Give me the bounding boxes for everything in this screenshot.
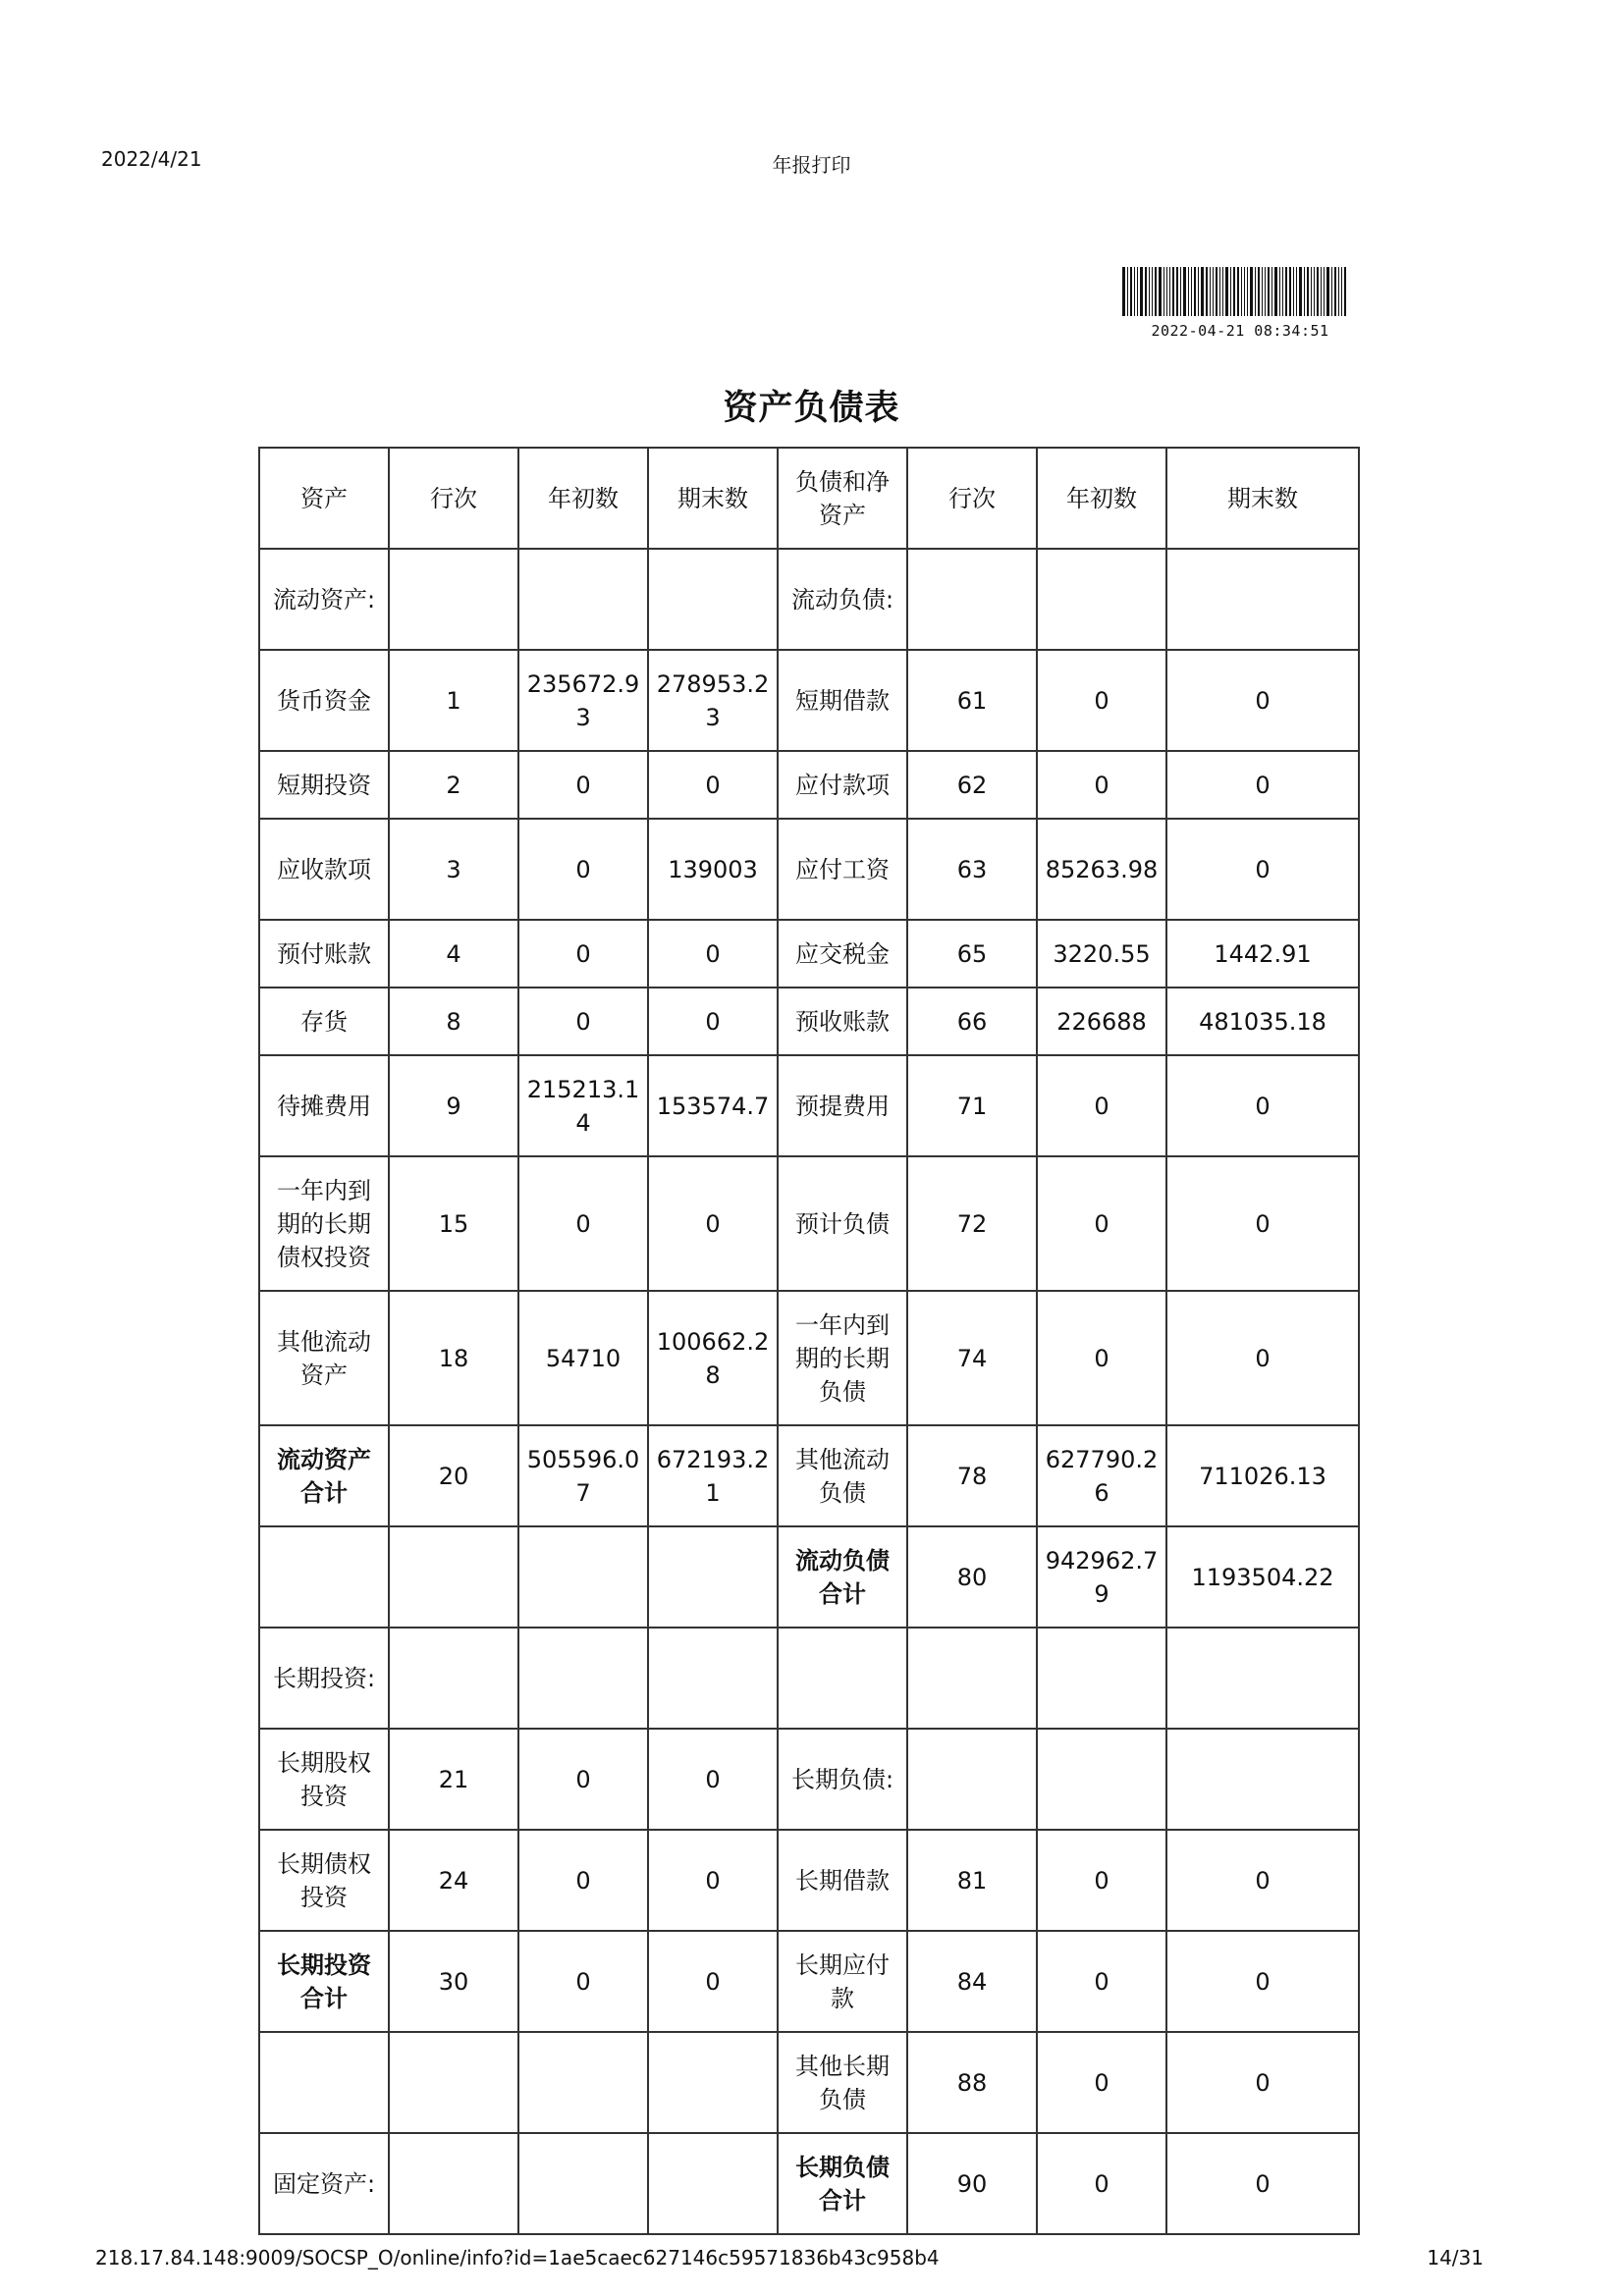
barcode-bar: [1206, 267, 1208, 316]
table-cell: 0: [648, 751, 778, 819]
table-cell: 长期债权投资: [259, 1830, 389, 1931]
table-cell: 货币资金: [259, 650, 389, 751]
table-cell: 62: [907, 751, 1037, 819]
table-cell: 0: [648, 1156, 778, 1291]
barcode-bar: [1241, 267, 1242, 316]
table-cell: 0: [648, 920, 778, 988]
table-cell: [1037, 1729, 1166, 1830]
table-cell: 72: [907, 1156, 1037, 1291]
table-cell: 481035.18: [1166, 988, 1359, 1055]
table-cell: 0: [518, 1830, 648, 1931]
table-cell: 0: [1166, 1156, 1359, 1291]
table-cell: 278953.23: [648, 650, 778, 751]
header-cell: 行次: [907, 448, 1037, 549]
barcode-bar: [1145, 267, 1147, 316]
barcode-bar: [1262, 267, 1263, 316]
table-cell: 流动负债合计: [778, 1526, 907, 1628]
table-cell: 88: [907, 2032, 1037, 2133]
barcode: [1122, 267, 1358, 340]
table-cell: 61: [907, 650, 1037, 751]
barcode-bar: [1149, 267, 1150, 316]
barcode-bar: [1191, 267, 1192, 316]
barcode-bar: [1255, 267, 1256, 316]
table-cell: 应付款项: [778, 751, 907, 819]
table-cell: 85263.98: [1037, 819, 1166, 920]
table-cell: 4: [389, 920, 518, 988]
barcode-bar: [1334, 267, 1336, 316]
table-cell: 应收款项: [259, 819, 389, 920]
balance-sheet-table: [258, 447, 1360, 2235]
table-cell: [518, 549, 648, 650]
table-cell: 流动资产:: [259, 549, 389, 650]
table-cell: 0: [1037, 1931, 1166, 2032]
table-cell: 其他流动负债: [778, 1425, 907, 1526]
barcode-bar: [1304, 267, 1305, 316]
barcode-bar: [1282, 267, 1283, 316]
table-cell: [778, 1628, 907, 1729]
barcode-bar: [1233, 267, 1235, 316]
header-cell: 期末数: [1166, 448, 1359, 549]
table-row: [259, 1931, 1359, 2032]
table-cell: 21: [389, 1729, 518, 1830]
table-cell: 0: [1037, 1156, 1166, 1291]
table-cell: 一年内到期的长期债权投资: [259, 1156, 389, 1291]
table-cell: 24: [389, 1830, 518, 1931]
table-row: [259, 1291, 1359, 1425]
table-cell: [389, 1526, 518, 1628]
barcode-bar: [1307, 267, 1309, 316]
header-cell: 期末数: [648, 448, 778, 549]
barcode-bar: [1296, 267, 1297, 316]
barcode-bar: [1198, 267, 1199, 316]
barcode-bar: [1344, 267, 1346, 316]
barcode-bar: [1314, 267, 1315, 316]
table-cell: [518, 2133, 648, 2234]
barcode-bar: [1225, 267, 1228, 316]
table-cell: 9: [389, 1055, 518, 1156]
barcode-bar: [1338, 267, 1339, 316]
table-cell: 0: [648, 1931, 778, 2032]
table-cell: 0: [518, 988, 648, 1055]
barcode-bar: [1247, 267, 1248, 316]
table-cell: [907, 549, 1037, 650]
table-cell: 3: [389, 819, 518, 920]
table-row: [259, 920, 1359, 988]
table-cell: 流动负债:: [778, 549, 907, 650]
table-cell: 长期股权投资: [259, 1729, 389, 1830]
table-cell: 0: [1037, 650, 1166, 751]
table-row: [259, 751, 1359, 819]
table-cell: 942962.79: [1037, 1526, 1166, 1628]
barcode-bar: [1293, 267, 1294, 316]
barcode-bar: [1230, 267, 1231, 316]
table-row: [259, 819, 1359, 920]
table-row: [259, 1729, 1359, 1830]
header-cell: 负债和净资产: [778, 448, 907, 549]
table-cell: [518, 1526, 648, 1628]
barcode-bar: [1130, 267, 1132, 316]
table-cell: 0: [518, 1931, 648, 2032]
barcode-bar: [1210, 267, 1211, 316]
table-row: [259, 1526, 1359, 1628]
table-cell: 1442.91: [1166, 920, 1359, 988]
table-header-row: [259, 448, 1359, 549]
table-cell: 待摊费用: [259, 1055, 389, 1156]
table-cell: 90: [907, 2133, 1037, 2234]
table-cell: 其他流动资产: [259, 1291, 389, 1425]
table-cell: 0: [1166, 1931, 1359, 2032]
barcode-bar: [1331, 267, 1332, 316]
barcode-bar: [1219, 267, 1220, 316]
header-cell: 资产: [259, 448, 389, 549]
barcode-bar: [1258, 267, 1260, 316]
barcode-bar: [1163, 267, 1164, 316]
table-cell: 0: [1037, 751, 1166, 819]
table-cell: [1166, 1628, 1359, 1729]
barcode-bar: [1134, 267, 1135, 316]
table-row: [259, 1830, 1359, 1931]
document-title: 资产负债表: [723, 389, 900, 428]
table-cell: 15: [389, 1156, 518, 1291]
barcode-bar: [1127, 267, 1128, 316]
header-cell: 年初数: [1037, 448, 1166, 549]
table-cell: [1166, 1729, 1359, 1830]
barcode-bar: [1250, 267, 1253, 316]
barcode-bar: [1194, 267, 1196, 316]
table-cell: [518, 1628, 648, 1729]
table-cell: 预提费用: [778, 1055, 907, 1156]
table-cell: 65: [907, 920, 1037, 988]
table-cell: 215213.14: [518, 1055, 648, 1156]
table-row: [259, 1628, 1359, 1729]
table-cell: 长期应付款: [778, 1931, 907, 2032]
barcode-bar: [1265, 267, 1266, 316]
table-cell: 0: [648, 988, 778, 1055]
header-cell: 年初数: [518, 448, 648, 549]
barcode-bar: [1140, 267, 1143, 316]
table-cell: [648, 549, 778, 650]
table-cell: 80: [907, 1526, 1037, 1628]
table-row: [259, 1425, 1359, 1526]
barcode-bar: [1341, 267, 1342, 316]
barcode-bar: [1155, 267, 1157, 316]
table-cell: [648, 1628, 778, 1729]
barcode-bar: [1213, 267, 1214, 316]
table-cell: 存货: [259, 988, 389, 1055]
table-cell: 长期投资:: [259, 1628, 389, 1729]
barcode-bar: [1237, 267, 1239, 316]
table-row: [259, 988, 1359, 1055]
table-cell: [1037, 1628, 1166, 1729]
table-cell: 74: [907, 1291, 1037, 1425]
table-cell: [518, 2032, 648, 2133]
table-cell: [648, 1526, 778, 1628]
table-cell: 3220.55: [1037, 920, 1166, 988]
table-cell: 71: [907, 1055, 1037, 1156]
barcode-bar: [1268, 267, 1270, 316]
table-cell: 0: [1037, 2133, 1166, 2234]
barcode-bar: [1279, 267, 1280, 316]
table-cell: 100662.28: [648, 1291, 778, 1425]
table-cell: 0: [1166, 819, 1359, 920]
barcode-bar: [1122, 267, 1125, 316]
table-cell: 长期借款: [778, 1830, 907, 1931]
table-cell: [648, 2032, 778, 2133]
table-cell: [259, 2032, 389, 2133]
table-cell: [389, 2032, 518, 2133]
page-number: 14/31: [1427, 2246, 1484, 2269]
table-cell: 0: [1166, 1291, 1359, 1425]
barcode-bar: [1299, 267, 1302, 316]
barcode-bar: [1152, 267, 1153, 316]
table-cell: 0: [1166, 2032, 1359, 2133]
barcode-bars: [1122, 267, 1358, 316]
barcode-bar: [1201, 267, 1204, 316]
barcode-bar: [1176, 267, 1178, 316]
barcode-bar: [1244, 267, 1245, 316]
table-cell: 18: [389, 1291, 518, 1425]
table-cell: 0: [1166, 650, 1359, 751]
table-cell: 84: [907, 1931, 1037, 2032]
table-cell: 预计负债: [778, 1156, 907, 1291]
table-cell: 0: [518, 751, 648, 819]
table-cell: 0: [1037, 1830, 1166, 1931]
table-cell: 8: [389, 988, 518, 1055]
table-cell: 235672.93: [518, 650, 648, 751]
table-cell: 0: [648, 1830, 778, 1931]
table-cell: 505596.07: [518, 1425, 648, 1526]
table-cell: 627790.26: [1037, 1425, 1166, 1526]
header-cell: 行次: [389, 448, 518, 549]
barcode-bar: [1222, 267, 1223, 316]
print-date: 2022/4/21: [101, 147, 202, 171]
table-cell: 0: [518, 1729, 648, 1830]
table-cell: 长期负债合计: [778, 2133, 907, 2234]
barcode-bar: [1317, 267, 1319, 316]
table-cell: 672193.21: [648, 1425, 778, 1526]
barcode-bar: [1159, 267, 1162, 316]
table-cell: 63: [907, 819, 1037, 920]
table-cell: 0: [1166, 1830, 1359, 1931]
table-cell: 0: [1166, 751, 1359, 819]
table-row: [259, 650, 1359, 751]
table-cell: 153574.7: [648, 1055, 778, 1156]
table-cell: 66: [907, 988, 1037, 1055]
barcode-bar: [1183, 267, 1186, 316]
barcode-bar: [1274, 267, 1277, 316]
table-cell: 短期投资: [259, 751, 389, 819]
footer-url: 218.17.84.148:9009/SOCSP_O/online/info?id=1ae5caec627146c59571836b43c958b4: [95, 2246, 940, 2269]
table-cell: [259, 1526, 389, 1628]
table-row: [259, 1156, 1359, 1291]
table-cell: 0: [1166, 1055, 1359, 1156]
barcode-timestamp: 2022-04-21 08:34:51: [1151, 322, 1329, 340]
table-cell: 2: [389, 751, 518, 819]
table-row: [259, 2133, 1359, 2234]
table-cell: 短期借款: [778, 650, 907, 751]
table-cell: 固定资产:: [259, 2133, 389, 2234]
table-cell: 0: [1166, 2133, 1359, 2234]
table-cell: 78: [907, 1425, 1037, 1526]
table-cell: [648, 2133, 778, 2234]
table-cell: 0: [1037, 1055, 1166, 1156]
table-cell: 30: [389, 1931, 518, 2032]
barcode-bar: [1172, 267, 1174, 316]
table-row: [259, 1055, 1359, 1156]
table-cell: 226688: [1037, 988, 1166, 1055]
table-cell: 预付账款: [259, 920, 389, 988]
barcode-bar: [1180, 267, 1181, 316]
table-row: [259, 549, 1359, 650]
table-row: [259, 2032, 1359, 2133]
barcode-bar: [1137, 267, 1138, 316]
table-cell: 其他长期负债: [778, 2032, 907, 2133]
table-cell: 0: [648, 1729, 778, 1830]
table-cell: [1166, 549, 1359, 650]
barcode-bar: [1311, 267, 1312, 316]
barcode-bar: [1188, 267, 1189, 316]
table-cell: 一年内到期的长期负债: [778, 1291, 907, 1425]
barcode-bar: [1326, 267, 1329, 316]
barcode-bar: [1289, 267, 1291, 316]
table-cell: [389, 2133, 518, 2234]
table-cell: 流动资产合计: [259, 1425, 389, 1526]
table-cell: [907, 1628, 1037, 1729]
barcode-bar: [1324, 267, 1325, 316]
table-cell: 预收账款: [778, 988, 907, 1055]
table-cell: 长期负债:: [778, 1729, 907, 1830]
table-cell: 1: [389, 650, 518, 751]
table-cell: 应交税金: [778, 920, 907, 988]
barcode-bar: [1285, 267, 1287, 316]
print-header-title: 年报打印: [772, 153, 851, 177]
table-cell: 20: [389, 1425, 518, 1526]
table-cell: 应付工资: [778, 819, 907, 920]
table-cell: 54710: [518, 1291, 648, 1425]
table-cell: 0: [518, 819, 648, 920]
barcode-bar: [1216, 267, 1217, 316]
table-cell: 711026.13: [1166, 1425, 1359, 1526]
barcode-bar: [1321, 267, 1322, 316]
table-cell: [907, 1729, 1037, 1830]
table-cell: 0: [518, 920, 648, 988]
table-cell: [1037, 549, 1166, 650]
barcode-bar: [1271, 267, 1272, 316]
table-cell: 0: [1037, 2032, 1166, 2133]
barcode-bar: [1169, 267, 1170, 316]
table-cell: 81: [907, 1830, 1037, 1931]
table-cell: 0: [518, 1156, 648, 1291]
table-cell: 1193504.22: [1166, 1526, 1359, 1628]
table-cell: [389, 549, 518, 650]
table-cell: 0: [1037, 1291, 1166, 1425]
table-cell: 139003: [648, 819, 778, 920]
table-cell: [389, 1628, 518, 1729]
table-cell: 长期投资合计: [259, 1931, 389, 2032]
barcode-bar: [1166, 267, 1167, 316]
